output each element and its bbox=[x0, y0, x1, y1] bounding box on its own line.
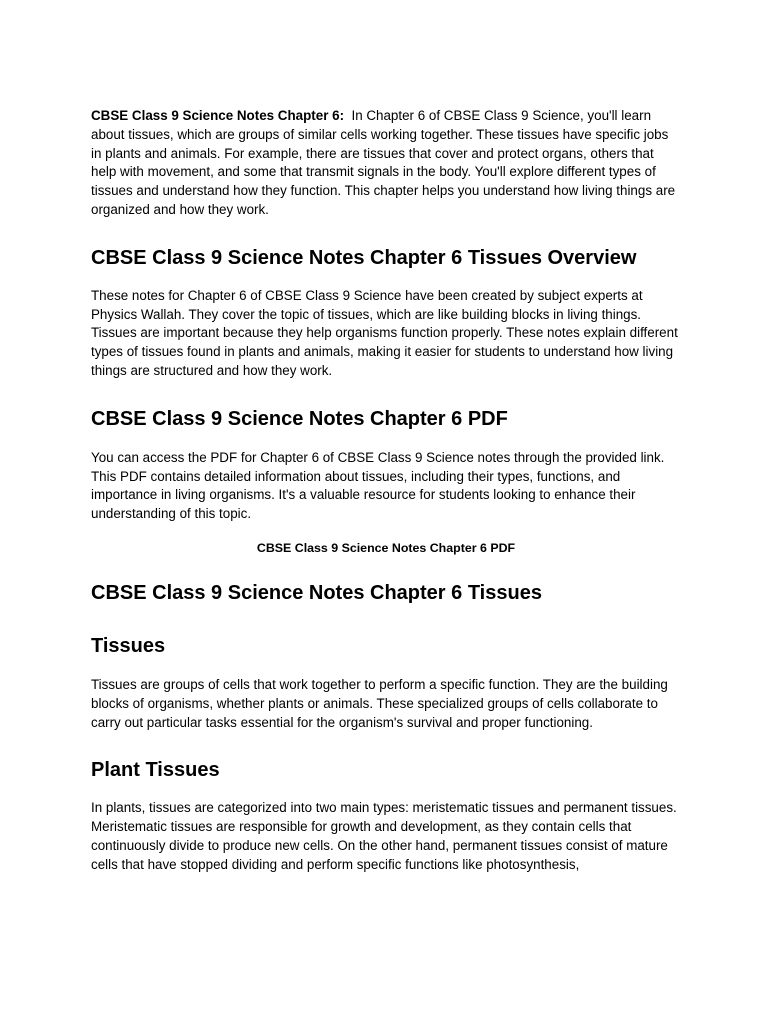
document-page bbox=[91, 107, 681, 875]
tissues-chapter-heading: CBSE Class 9 Science Notes Chapter 6 Tissues bbox=[91, 581, 542, 604]
tissues-heading: Tissues bbox=[91, 634, 166, 657]
plant-tissues-paragraph: In plants, tissues are categorized into two main types: meristematic tissues and permanent tissues. Meristematic tissues are responsible for growth and development, as they contain cells that continuously divide to produce new cells. On the other hand, permanent tissues consist of mature cells that have stopped dividing and perform specific functions like photosynthesis, bbox=[91, 800, 677, 872]
overview-paragraph: These notes for Chapter 6 of CBSE Class 9 Science have been created by subject experts at Physics Wallah. They cover the topic of tissues, which are like building blocks in living things. Tissues are important because they help organisms function properly. These notes explain different types of tissues found in plants and animals, making it easier for students to understand how living things are structured and how they work. bbox=[91, 287, 678, 378]
pdf-paragraph: You can access the PDF for Chapter 6 of CBSE Class 9 Science notes through the provided link. This PDF contains detailed information about tissues, including their types, functions, and importance in living organisms. It's a valuable resource for students looking to enhance their understanding of this topic. bbox=[91, 449, 665, 522]
plant-tissues-heading: Plant Tissues bbox=[91, 759, 220, 782]
pdf-heading: CBSE Class 9 Science Notes Chapter 6 PDF bbox=[91, 407, 508, 430]
pdf-link[interactable]: CBSE Class 9 Science Notes Chapter 6 PDF bbox=[256, 540, 516, 555]
tissues-paragraph: Tissues are groups of cells that work together to perform a specific function. They are the building blocks of organisms, whether plants or animals. These specialized groups of cells collaborate to carry out particular tasks essential for the organism's survival and proper functioning. bbox=[91, 676, 668, 730]
intro-lead: CBSE Class 9 Science Notes Chapter 6: bbox=[91, 108, 345, 123]
overview-heading: CBSE Class 9 Science Notes Chapter 6 Tissues Overview bbox=[91, 246, 637, 269]
intro-paragraph bbox=[91, 107, 681, 220]
intro-text: In Chapter 6 of CBSE Class 9 Science, you'll learn about tissues, which are groups of similar cells working together. These tissues have specific jobs in plants and animals. For example, there are tissues that cover and protect organs, others that help with movement, and some that transmit signals in the body. You'll explore different types of tissues and understand how they function. This chapter helps you understand how living things are organized and how they work. bbox=[91, 108, 676, 217]
